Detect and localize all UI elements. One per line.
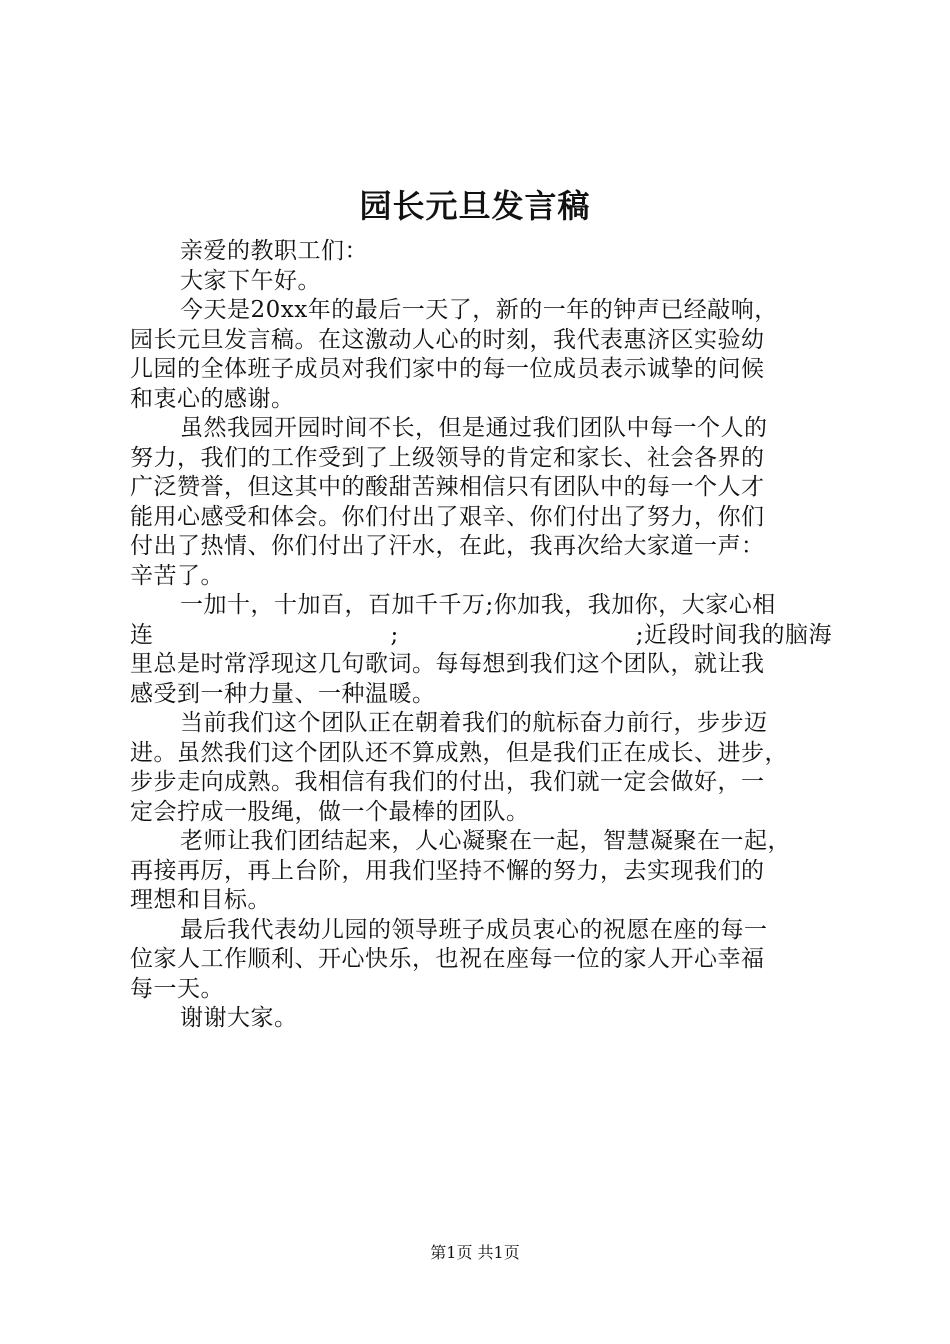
line-segment: ; xyxy=(390,621,399,648)
salutation-line: 大家下午好。 xyxy=(180,267,321,294)
paragraph-line: 能用心感受和体会。你们付出了艰辛、你们付出了努力，你们 xyxy=(130,503,765,530)
paragraph-line: 广泛赞誉，但这其中的酸甜苦辣相信只有团队中的每一个人才 xyxy=(130,474,765,500)
paragraph-line: 今天是20xx年的最后一天了，新的一年的钟声已经敲响， xyxy=(180,297,778,323)
paragraph-line: 理想和目标。 xyxy=(130,887,271,913)
paragraph-line: 定会拧成一股绳，做一个最棒的团队。 xyxy=(130,798,530,825)
paragraph-line: 进。虽然我们这个团队还不算成熟，但是我们正在成长、进步， xyxy=(130,739,788,766)
line-segment: ;近段时间我的脑海 xyxy=(635,621,832,648)
paragraph-line: 一加十，十加百，百加千千万;你加我，我加你，大家心相 xyxy=(180,592,776,618)
paragraph-line: 和衷心的感谢。 xyxy=(130,385,295,412)
paragraph-line: 虽然我园开园时间不长，但是通过我们团队中每一个人的 xyxy=(180,415,768,441)
paragraph-line-justified xyxy=(130,621,832,651)
paragraph-line: 最后我代表幼儿园的领导班子成员衷心的祝愿在座的每一 xyxy=(180,916,768,943)
paragraph-line: 老师让我们团结起来，人心凝聚在一起，智慧凝聚在一起， xyxy=(180,828,791,854)
paragraph-line: 当前我们这个团队正在朝着我们的航标奋力前行，步步迈 xyxy=(180,710,768,736)
paragraph-line: 位家人工作顺利、开心快乐，也祝在座每一位的家人开心幸福 xyxy=(130,946,765,972)
page-footer: 第1页 共1页 xyxy=(430,1243,520,1262)
greeting-line: 亲爱的教职工们： xyxy=(180,238,368,264)
paragraph-line: 儿园的全体班子成员对我们家中的每一位成员表示诚挚的问候 xyxy=(130,356,765,382)
paragraph-line: 园长元旦发言稿。在这激动人心的时刻，我代表惠济区实验幼 xyxy=(130,326,765,353)
paragraph-line: 步步走向成熟。我相信有我们的付出，我们就一定会做好，一 xyxy=(130,769,765,795)
document-title: 园长元旦发言稿 xyxy=(359,187,591,225)
paragraph-line: 再接再厉，再上台阶，用我们坚持不懈的努力，去实现我们的 xyxy=(130,857,765,884)
paragraph-line: 里总是时常浮现这几句歌词。每每想到我们这个团队，就让我 xyxy=(130,651,765,677)
document-body xyxy=(130,237,832,1034)
paragraph-line: 每一天。 xyxy=(130,975,224,1002)
paragraph-line: 感受到一种力量、一种温暖。 xyxy=(130,680,436,707)
paragraph-line: 努力，我们的工作受到了上级领导的肯定和家长、社会各界的 xyxy=(130,444,765,471)
paragraph-line: 付出了热情、你们付出了汗水，在此，我再次给大家道一声： xyxy=(130,533,765,559)
closing-line: 谢谢大家。 xyxy=(180,1005,298,1031)
line-segment: 连 xyxy=(130,621,154,648)
paragraph-line: 辛苦了。 xyxy=(130,562,224,589)
